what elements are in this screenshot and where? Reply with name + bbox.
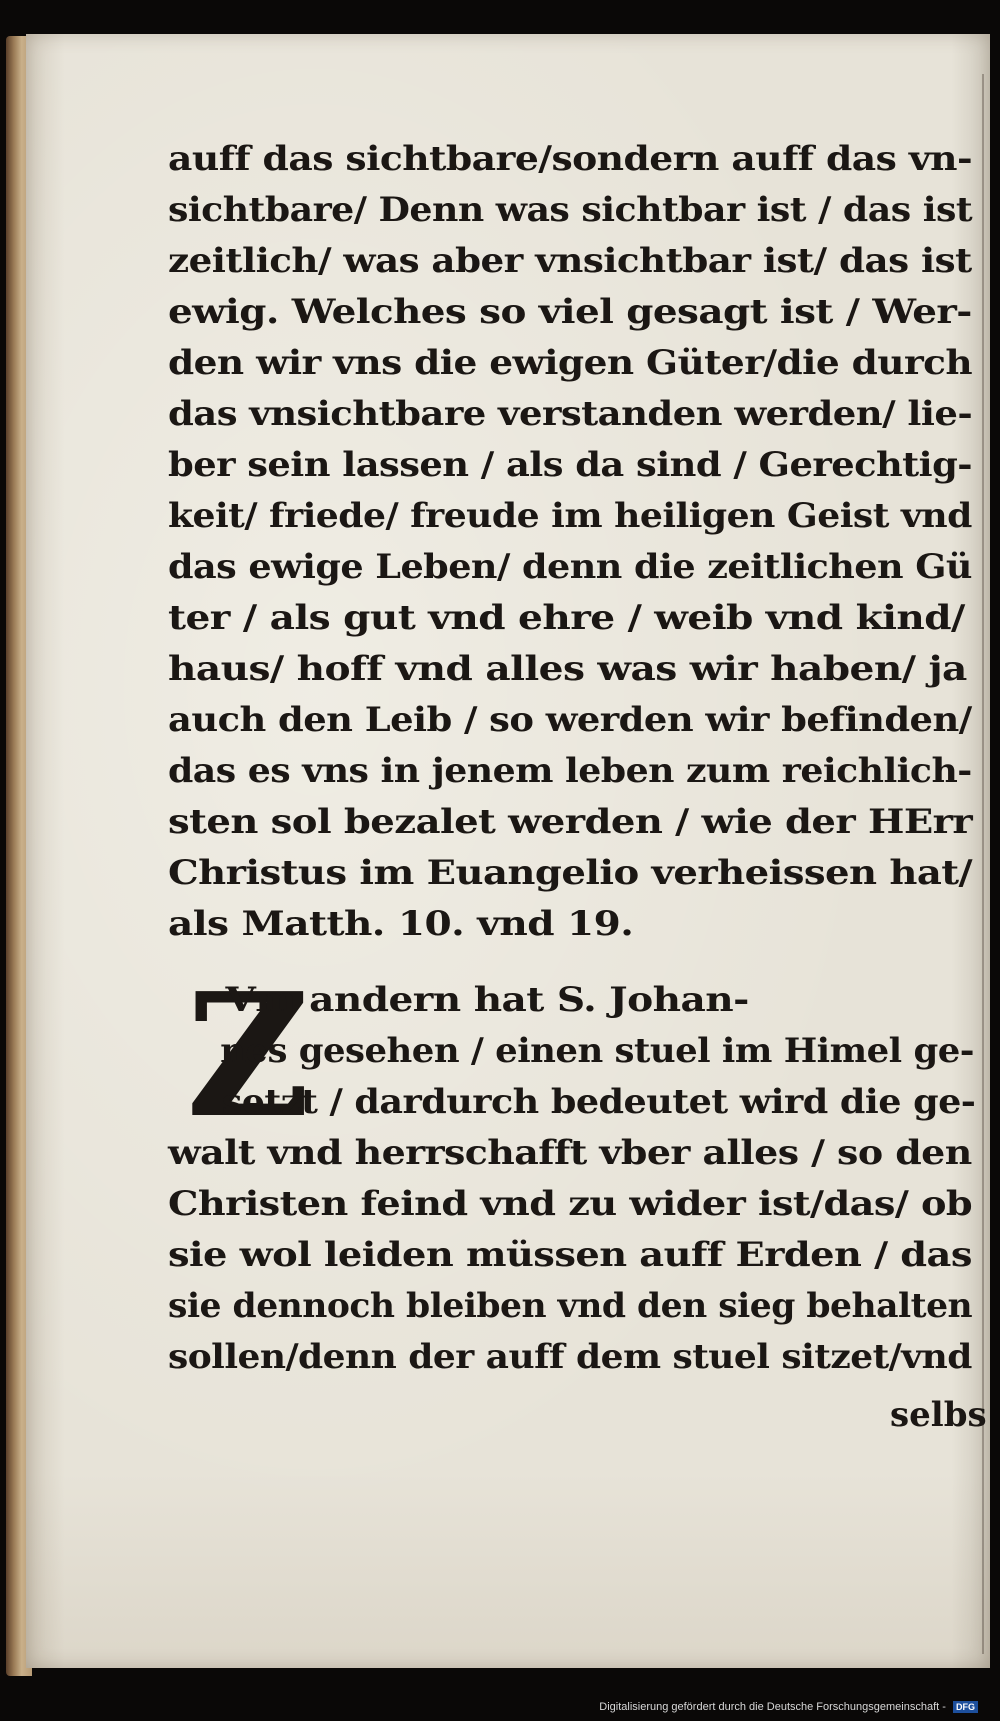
text-line: sie wol leiden müssen auff Erden / das: [168, 1235, 972, 1275]
text-line: Christus im Euangelio verheissen hat/: [168, 853, 973, 893]
paragraph-2: [168, 956, 976, 1383]
text-line: zeitlich/ was aber vnsichtbar ist/ das ist: [168, 241, 972, 281]
text-line: Christen feind vnd zu wider ist/das/ ob: [168, 1184, 973, 1224]
dfg-logo: DFG: [953, 1701, 978, 1713]
text-line: walt vnd herrschafft vber alles / so den: [168, 1133, 972, 1173]
text-line: den wir vns die ewigen Güter/die durch: [168, 343, 973, 383]
text-line: das es vns in jenem leben zum reichlich-: [168, 751, 972, 791]
text-line: Vm andern hat S. Johan-: [225, 980, 749, 1020]
text-line: setzt / dardurch bedeutet wird die ge-: [221, 1082, 976, 1122]
text-line: sollen/denn der auff dem stuel sitzet/vnd: [168, 1337, 972, 1377]
text-line: nes gesehen / einen stuel im Himel ge-: [220, 1031, 974, 1071]
text-line: auch den Leib / so werden wir befinden/: [168, 700, 972, 740]
text-line: haus/ hoff vnd alles was wir haben/ ja: [168, 649, 967, 689]
text-line: keit/ friede/ freude im heiligen Geist vnd: [168, 496, 972, 536]
text-line: als Matth. 10. vnd 19.: [168, 904, 634, 944]
text-line: ter / als gut vnd ehre / weib vnd kind/: [168, 598, 965, 638]
catchword: selbs: [890, 1395, 987, 1435]
text-line: ber sein lassen / als da sind / Gerechtig-: [168, 445, 973, 485]
text-line: sichtbare/ Denn was sichtbar ist / das ist: [168, 190, 973, 230]
text-line: das ewige Leben/ denn die zeitlichen Gü: [168, 547, 972, 587]
decorated-initial: Z: [186, 956, 311, 1156]
text-line: ewig. Welches so viel gesagt ist / Wer-: [168, 292, 972, 332]
paragraph-1: [168, 134, 973, 950]
funding-credit: [599, 1701, 978, 1713]
funding-credit-text: Digitalisierung gefördert durch die Deutsche Forschungsgemeinschaft -: [599, 1701, 946, 1713]
text-line: sten sol bezalet werden / wie der HErr: [168, 802, 973, 842]
text-line: das vnsichtbare verstanden werden/ lie-: [168, 394, 973, 434]
text-line: sie dennoch bleiben vnd den sieg behalten: [168, 1286, 973, 1326]
text-line: auff das sichtbare/sondern auff das vn-: [168, 139, 973, 179]
